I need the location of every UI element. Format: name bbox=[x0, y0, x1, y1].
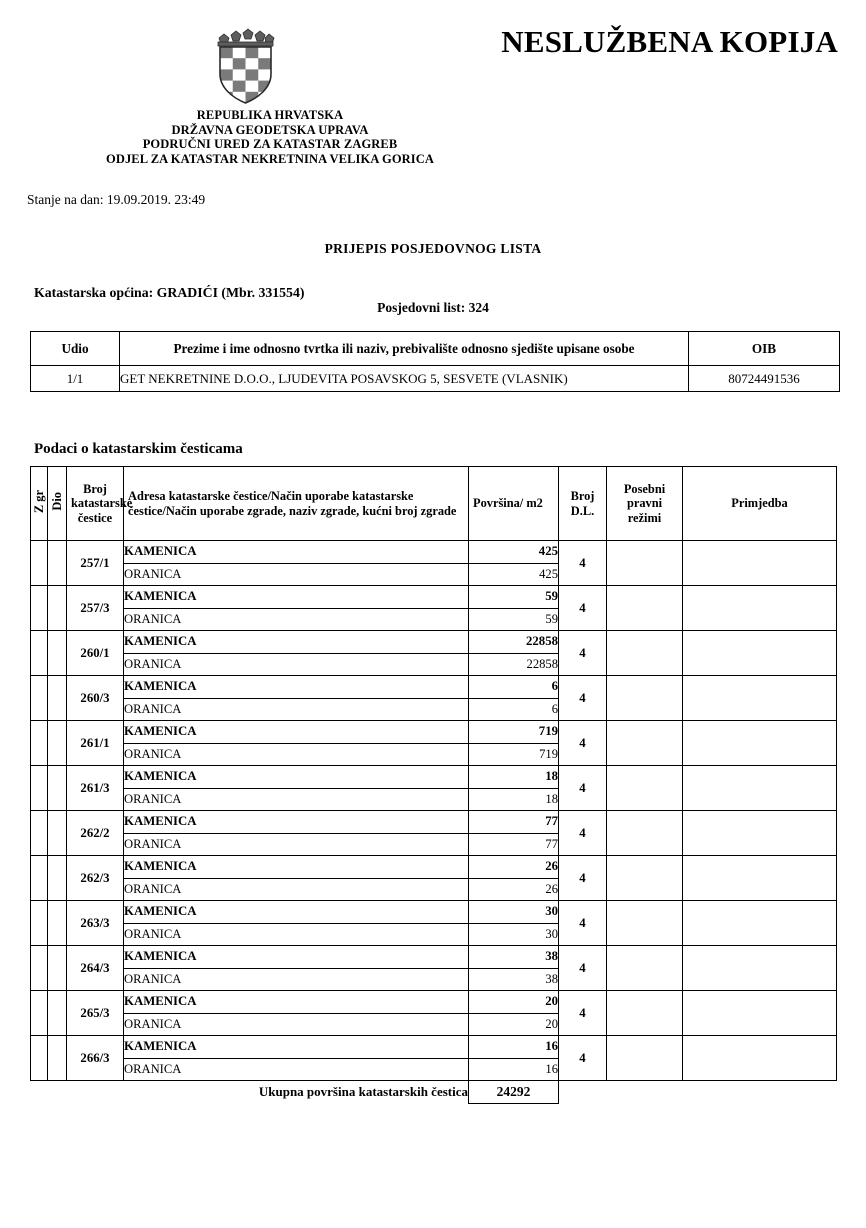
parcel-dl-cell: 4 bbox=[559, 766, 607, 811]
parcels-header-zgr-label: Z gr bbox=[31, 490, 46, 514]
parcel-area-sub-cell: 30 bbox=[469, 923, 559, 946]
parcel-dl-cell: 4 bbox=[559, 991, 607, 1036]
parcel-remark-cell bbox=[683, 811, 837, 856]
agency-line-1: REPUBLIKA HRVATSKA bbox=[196, 108, 344, 122]
table-row bbox=[31, 721, 837, 744]
parcel-number-cell: 266/3 bbox=[67, 1036, 124, 1081]
parcel-dl-cell: 4 bbox=[559, 586, 607, 631]
parcel-use-sub-cell: ORANICA bbox=[124, 833, 469, 856]
parcel-remark-cell bbox=[683, 721, 837, 766]
parcel-special-regimes-cell bbox=[607, 811, 683, 856]
parcel-dl-cell: 4 bbox=[559, 721, 607, 766]
parcel-dio-cell bbox=[48, 946, 67, 991]
parcel-area-main-cell: 719 bbox=[469, 721, 559, 744]
parcels-header-dio bbox=[48, 467, 67, 541]
parcel-number-cell: 264/3 bbox=[67, 946, 124, 991]
parcel-number-cell: 257/1 bbox=[67, 541, 124, 586]
parcel-area-main-cell: 18 bbox=[469, 766, 559, 789]
parcel-dio-cell bbox=[48, 856, 67, 901]
parcel-special-regimes-cell bbox=[607, 991, 683, 1036]
parcel-area-sub-cell: 22858 bbox=[469, 653, 559, 676]
parcel-area-sub-cell: 38 bbox=[469, 968, 559, 991]
parcel-number-cell: 257/3 bbox=[67, 586, 124, 631]
owner-table-header-row bbox=[31, 332, 840, 366]
parcel-remark-cell bbox=[683, 631, 837, 676]
owner-share-value: 1/1 bbox=[31, 366, 120, 392]
total-spacer-left bbox=[31, 1081, 124, 1104]
parcel-special-regimes-cell bbox=[607, 856, 683, 901]
parcels-table-body bbox=[31, 541, 837, 1104]
parcel-dio-cell bbox=[48, 1036, 67, 1081]
table-row bbox=[31, 811, 837, 834]
parcel-use-sub-cell: ORANICA bbox=[124, 743, 469, 766]
parcel-area-main-cell: 20 bbox=[469, 991, 559, 1014]
croatian-coat-of-arms-icon bbox=[215, 26, 276, 106]
table-row bbox=[31, 766, 837, 789]
parcel-area-main-cell: 30 bbox=[469, 901, 559, 924]
table-row bbox=[31, 366, 840, 392]
parcel-number-cell: 262/2 bbox=[67, 811, 124, 856]
parcel-use-main-cell: KAMENICA bbox=[124, 991, 469, 1014]
parcel-remark-cell bbox=[683, 541, 837, 586]
table-row bbox=[31, 1036, 837, 1059]
parcel-use-main-cell: KAMENICA bbox=[124, 1036, 469, 1059]
parcel-dio-cell bbox=[48, 991, 67, 1036]
parcels-header-zgr bbox=[31, 467, 48, 541]
parcel-use-sub-cell: ORANICA bbox=[124, 563, 469, 586]
parcels-header-dl: Broj D.L. bbox=[559, 467, 607, 541]
parcel-dl-cell: 4 bbox=[559, 1036, 607, 1081]
agency-line-3: PODRUČNI URED ZA KATASTAR ZAGREB bbox=[142, 137, 398, 151]
parcel-remark-cell bbox=[683, 856, 837, 901]
parcel-use-main-cell: KAMENICA bbox=[124, 586, 469, 609]
parcel-area-main-cell: 59 bbox=[469, 586, 559, 609]
parcel-use-sub-cell: ORANICA bbox=[124, 698, 469, 721]
parcel-area-sub-cell: 719 bbox=[469, 743, 559, 766]
parcel-number-cell: 262/3 bbox=[67, 856, 124, 901]
parcel-area-main-cell: 425 bbox=[469, 541, 559, 564]
parcel-dl-cell: 4 bbox=[559, 901, 607, 946]
parcel-area-main-cell: 77 bbox=[469, 811, 559, 834]
parcel-remark-cell bbox=[683, 991, 837, 1036]
parcel-special-regimes-cell bbox=[607, 586, 683, 631]
unofficial-copy-watermark: NESLUŽBENA KOPIJA bbox=[501, 24, 838, 59]
parcel-remark-cell bbox=[683, 766, 837, 811]
parcel-number-cell: 265/3 bbox=[67, 991, 124, 1036]
parcel-use-main-cell: KAMENICA bbox=[124, 766, 469, 789]
parcels-header-special-regimes: Posebni pravni režimi bbox=[607, 467, 683, 541]
parcel-area-sub-cell: 18 bbox=[469, 788, 559, 811]
parcel-dio-cell bbox=[48, 631, 67, 676]
parcel-zgr-cell bbox=[31, 586, 48, 631]
parcel-area-sub-cell: 425 bbox=[469, 563, 559, 586]
parcel-number-cell: 261/1 bbox=[67, 721, 124, 766]
table-row bbox=[31, 946, 837, 969]
parcel-dl-cell: 4 bbox=[559, 676, 607, 721]
possession-sheet-line: Posjedovni list: 324 bbox=[377, 300, 489, 315]
parcel-area-sub-cell: 20 bbox=[469, 1013, 559, 1036]
parcel-dio-cell bbox=[48, 721, 67, 766]
parcel-zgr-cell bbox=[31, 721, 48, 766]
parcel-use-sub-cell: ORANICA bbox=[124, 1013, 469, 1036]
parcel-use-sub-cell: ORANICA bbox=[124, 608, 469, 631]
parcel-use-main-cell: KAMENICA bbox=[124, 541, 469, 564]
owner-oib-value: 80724491536 bbox=[689, 366, 840, 392]
parcel-zgr-cell bbox=[31, 901, 48, 946]
parcel-dio-cell bbox=[48, 766, 67, 811]
parcel-special-regimes-cell bbox=[607, 541, 683, 586]
parcel-dl-cell: 4 bbox=[559, 856, 607, 901]
parcel-special-regimes-cell bbox=[607, 946, 683, 991]
parcel-special-regimes-cell bbox=[607, 766, 683, 811]
parcel-zgr-cell bbox=[31, 631, 48, 676]
parcels-total-row bbox=[31, 1081, 837, 1104]
table-row bbox=[31, 541, 837, 564]
parcel-area-main-cell: 26 bbox=[469, 856, 559, 879]
parcel-use-main-cell: KAMENICA bbox=[124, 946, 469, 969]
total-area-label: Ukupna površina katastarskih čestica bbox=[258, 1084, 468, 1099]
parcel-area-main-cell: 16 bbox=[469, 1036, 559, 1059]
parcels-table bbox=[30, 466, 837, 1104]
parcel-area-main-cell: 38 bbox=[469, 946, 559, 969]
parcel-use-sub-cell: ORANICA bbox=[124, 788, 469, 811]
parcel-area-main-cell: 6 bbox=[469, 676, 559, 699]
parcel-dl-cell: 4 bbox=[559, 946, 607, 991]
table-row bbox=[31, 856, 837, 879]
parcel-use-sub-cell: ORANICA bbox=[124, 1058, 469, 1081]
parcel-number-cell: 260/1 bbox=[67, 631, 124, 676]
table-row bbox=[31, 991, 837, 1014]
parcel-number-cell: 263/3 bbox=[67, 901, 124, 946]
table-row bbox=[31, 586, 837, 609]
document-title: PRIJEPIS POSJEDOVNOG LISTA bbox=[324, 241, 542, 256]
parcel-zgr-cell bbox=[31, 766, 48, 811]
parcels-header-remark: Primjedba bbox=[683, 467, 837, 541]
parcel-number-cell: 260/3 bbox=[67, 676, 124, 721]
parcel-special-regimes-cell bbox=[607, 721, 683, 766]
agency-line-4: ODJEL ZA KATASTAR NEKRETNINA VELIKA GORICA bbox=[106, 151, 434, 166]
parcel-use-main-cell: KAMENICA bbox=[124, 721, 469, 744]
owner-name-value: GET NEKRETNINE D.O.O., LJUDEVITA POSAVSKOG 5, SESVETE (VLASNIK) bbox=[120, 366, 689, 392]
parcel-dio-cell bbox=[48, 676, 67, 721]
parcel-use-sub-cell: ORANICA bbox=[124, 878, 469, 901]
parcel-zgr-cell bbox=[31, 991, 48, 1036]
parcel-area-sub-cell: 77 bbox=[469, 833, 559, 856]
agency-header bbox=[0, 108, 540, 166]
parcel-dl-cell: 4 bbox=[559, 541, 607, 586]
parcel-use-main-cell: KAMENICA bbox=[124, 856, 469, 879]
parcel-use-main-cell: KAMENICA bbox=[124, 901, 469, 924]
parcel-use-main-cell: KAMENICA bbox=[124, 811, 469, 834]
parcels-header-parcel-number: Broj katastarske čestice bbox=[67, 467, 124, 541]
parcel-area-main-cell: 22858 bbox=[469, 631, 559, 654]
parcels-header-address-use: Adresa katastarske čestice/Način uporabe katastarske čestice/Način uporabe zgrade, naziv zgrade, kućni broj zgrade bbox=[124, 467, 469, 541]
parcels-table-header-row bbox=[31, 467, 837, 541]
parcel-use-sub-cell: ORANICA bbox=[124, 653, 469, 676]
parcel-number-cell: 261/3 bbox=[67, 766, 124, 811]
parcels-section-title: Podaci o katastarskim česticama bbox=[34, 441, 243, 457]
parcel-zgr-cell bbox=[31, 811, 48, 856]
agency-line-2: DRŽAVNA GEODETSKA UPRAVA bbox=[171, 122, 369, 137]
parcel-remark-cell bbox=[683, 1036, 837, 1081]
owner-header-name: Prezime i ime odnosno tvrtka ili naziv, prebivalište odnosno sjedište upisane osobe bbox=[120, 332, 689, 366]
parcel-dio-cell bbox=[48, 586, 67, 631]
parcel-special-regimes-cell bbox=[607, 1036, 683, 1081]
parcel-area-sub-cell: 16 bbox=[469, 1058, 559, 1081]
parcel-area-sub-cell: 59 bbox=[469, 608, 559, 631]
parcel-dl-cell: 4 bbox=[559, 631, 607, 676]
parcel-dio-cell bbox=[48, 541, 67, 586]
table-row bbox=[31, 676, 837, 699]
parcel-dl-cell: 4 bbox=[559, 811, 607, 856]
parcel-area-sub-cell: 6 bbox=[469, 698, 559, 721]
parcel-area-sub-cell: 26 bbox=[469, 878, 559, 901]
parcel-zgr-cell bbox=[31, 676, 48, 721]
owner-table bbox=[30, 331, 840, 392]
parcel-use-sub-cell: ORANICA bbox=[124, 968, 469, 991]
parcel-use-main-cell: KAMENICA bbox=[124, 676, 469, 699]
parcel-use-sub-cell: ORANICA bbox=[124, 923, 469, 946]
owner-header-share: Udio bbox=[31, 332, 120, 366]
parcel-dio-cell bbox=[48, 811, 67, 856]
parcel-zgr-cell bbox=[31, 946, 48, 991]
parcel-special-regimes-cell bbox=[607, 901, 683, 946]
total-spacer-right bbox=[559, 1081, 837, 1104]
parcel-remark-cell bbox=[683, 901, 837, 946]
total-area-value: 24292 bbox=[469, 1081, 559, 1104]
parcel-remark-cell bbox=[683, 946, 837, 991]
parcel-zgr-cell bbox=[31, 1036, 48, 1081]
parcels-header-dio-label: Dio bbox=[49, 492, 64, 512]
parcel-remark-cell bbox=[683, 586, 837, 631]
parcel-zgr-cell bbox=[31, 541, 48, 586]
cadastral-municipality-line: Katastarska općina: GRADIĆI (Mbr. 331554) bbox=[34, 285, 305, 300]
status-date-line: Stanje na dan: 19.09.2019. 23:49 bbox=[27, 192, 206, 207]
parcel-special-regimes-cell bbox=[607, 631, 683, 676]
owner-header-oib: OIB bbox=[689, 332, 840, 366]
parcel-use-main-cell: KAMENICA bbox=[124, 631, 469, 654]
parcel-zgr-cell bbox=[31, 856, 48, 901]
table-row bbox=[31, 901, 837, 924]
table-row bbox=[31, 631, 837, 654]
parcel-remark-cell bbox=[683, 676, 837, 721]
parcel-special-regimes-cell bbox=[607, 676, 683, 721]
parcel-dio-cell bbox=[48, 901, 67, 946]
parcels-header-area: Površina/ m2 bbox=[469, 467, 559, 541]
